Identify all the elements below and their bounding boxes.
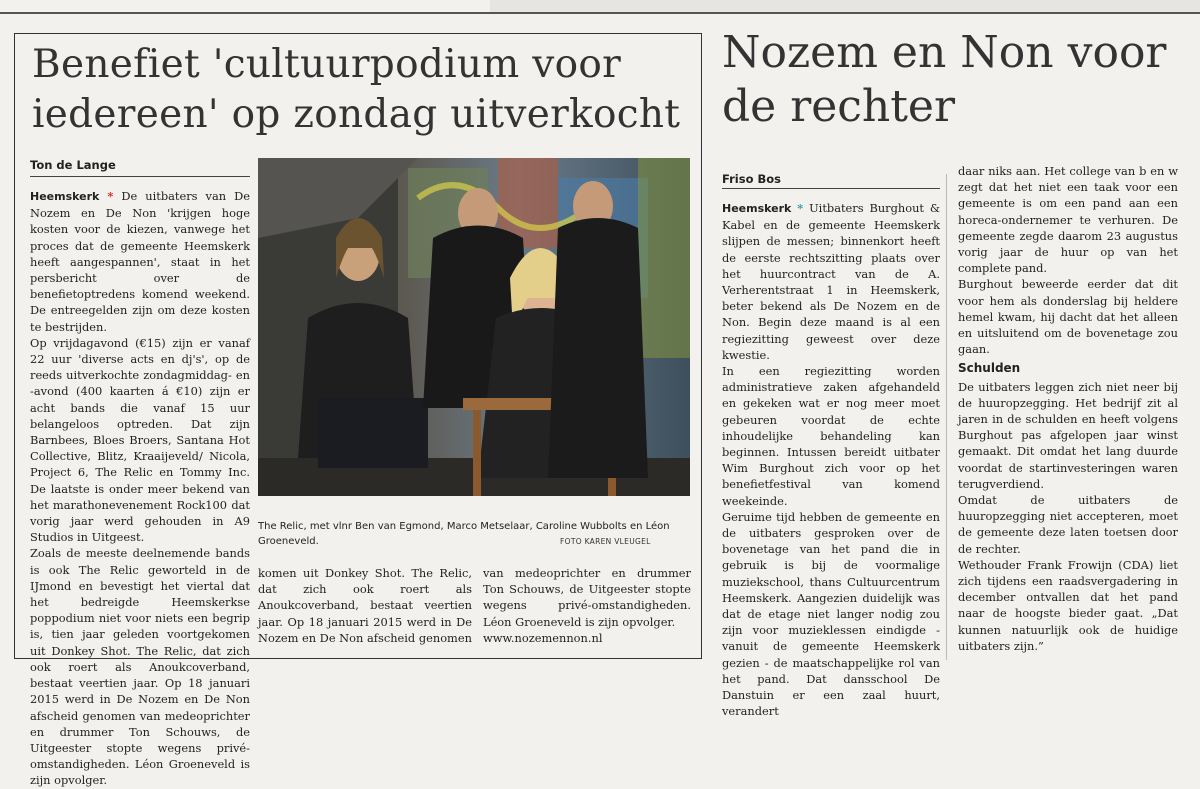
right-headline: Nozem en Non voor de rechter xyxy=(722,27,1167,132)
asterisk-icon: * xyxy=(797,201,804,215)
left-byline-rule xyxy=(30,176,250,177)
right-para-1: Uitbaters Burghout & Kabel en de gemeente Heemskerk slijpen de messen; binnenkort heeft de eerste rechtszitting plaats over het huurcontract van de A. Verherentstraat 1 in Heemskerk, beter bekend als De Nozem en de Non. Begin deze maand is al een regiezitting geweest over deze kwestie. xyxy=(722,201,941,362)
band-photo-illustration xyxy=(258,158,690,496)
top-rule xyxy=(0,12,1200,14)
right-para-3: Geruime tijd hebben de gemeente en de uitbaters gesproken over de bovenetage van het pand die in gebruik is bij de voormalige muziekschool, thans Cultuurcentrum Heemskerk. Aangezien duidelijk was dat de etage niet langer nodig zou zijn voor muzieklessen eindigde - vanuit de gemeente Heemskerk gezien - de maatschappelijke rol van het pand. Dat dansschool De Danstuin er een zaal huurt, verandert xyxy=(722,509,940,719)
left-para-1: De uitbaters van De Nozem en De Non 'krijgen hoge kosten voor de kiezen, vanwege het proces dat de gemeente Heemskerk heeft aangespannen', staat in het persbericht over de benefietoptredens komend weekend. De entreegelden zijn om deze kosten te bestrijden. xyxy=(30,189,251,334)
right-para-7: Omdat de uitbaters de huuropzegging niet accepteren, moet de gemeente deze laten toetsen door de rechter. xyxy=(958,493,1178,556)
right-para-4: daar niks aan. Het college van b en w zegt dat het niet een taak voor een gemeente is om een pand aan een horeca-ondernemer te verhuren. De gemeente zegde daarom 23 augustus vorig jaar de huur op van het complete pand. xyxy=(958,164,1178,276)
top-bleed xyxy=(490,0,1200,12)
left-para-3: Zoals de meeste deelnemende bands is ook The Relic geworteld in de IJmond en bevestigt het viertal dat het bedreigde Heemskerkse poppodium niet voor niets een begrip is, tien jaar geleden voortgekomen uit Donkey Shot. The Relic, dat zich ook roert als Anoukcoverband, bestaat veertien jaar. Op 18 januari 2015 werd in De Nozem en De Non afscheid genomen van medeoprichter en drummer Ton Schouws, de Uitgeester stopte wegens privé-omstandigheden. Léon Groeneveld is zijn opvolger. xyxy=(30,546,250,788)
left-column-2 xyxy=(258,565,472,646)
right-para-5: Burghout beweerde eerder dat dit voor hem als donderslag bij heldere hemel kwam, hij dacht dat het alleen en uitsluitend om de bovenetage zou gaan. xyxy=(958,277,1178,357)
left-column-1 xyxy=(30,188,251,788)
right-para-8: Wethouder Frank Frowijn (CDA) liet zich tijdens een raadsvergadering in december ontvallen dat het pand naar de hoogste bieder gaat. „Dat kunnen natuurlijk ook de huidige uitbaters zijn.” xyxy=(958,557,1178,653)
right-byline: Friso Bos xyxy=(722,172,781,186)
right-para-2: In een regiezitting worden administratieve zaken afgehandeld en gekeken wat er nog meer moet gebeuren voordat de echte inhoudelijke behandeling kan beginnen. Intussen bereidt uitbater Wim Burghout zich voor op het benefietfestival van komend weekeinde. xyxy=(722,364,940,508)
left-byline: Ton de Lange xyxy=(30,158,116,172)
left-para-2: Op vrijdagavond (€15) zijn er vanaf 22 uur 'diverse acts en dj's', op de reeds uitverkochte zondagmiddag- en -avond (400 kaarten á €10) zijn er acht bands die vanaf 15 uur belangeloos optreden. Dat zijn Barnbees, Bloes Broers, Santana Hot Collective, Blitz, Kraaijeveld/ Nicola, Project 6, The Relic en Tommy Inc. De laatste is onder meer bekend van het marathonevenement Rock100 dat vorig jaar werd gehouden in A9 Studios in Uitgeest. xyxy=(30,335,250,545)
left-headline: Benefiet 'cultuurpodium voor iedereen' op zondag uitverkocht xyxy=(32,42,681,137)
band-photo xyxy=(258,158,690,496)
photo-caption: The Relic, met vlnr Ben van Egmond, Marco Metselaar, Caroline Wubbolts en Léon Groeneveld. xyxy=(258,521,670,547)
subheading-schulden: Schulden xyxy=(958,361,1021,376)
right-column-1 xyxy=(722,200,940,720)
right-byline-rule xyxy=(722,188,940,189)
website: www.nozemennon.nl xyxy=(483,630,603,645)
left-dateline: Heemskerk xyxy=(30,190,100,203)
left-col3-text: van medeoprichter en drummer Ton Schouws, de Uitgeester stopte wegens privé-omstandigheden. Léon Groeneveld is zijn opvolger. xyxy=(483,566,691,629)
column-divider xyxy=(946,174,947,660)
asterisk-icon: * xyxy=(107,189,114,203)
left-col2-text: komen uit Donkey Shot. The Relic, dat zich ook roert als Anoukcoverband, bestaat veertien jaar. Op 18 januari 2015 werd in De Nozem en De Non afscheid genomen xyxy=(258,566,472,645)
right-dateline: Heemskerk xyxy=(722,202,792,215)
right-para-6: De uitbaters leggen zich niet neer bij de huuropzegging. Het bedrijf zit al jaren in de schulden en heeft volgens Burghout pas afgelopen jaar winst gemaakt. Dit omdat het lang duurde voordat de startinvesteringen waren terugverdiend. xyxy=(958,379,1178,491)
photo-credit: FOTO KAREN VLEUGEL xyxy=(560,537,651,546)
left-column-3 xyxy=(483,565,691,646)
right-column-2 xyxy=(958,163,1178,654)
